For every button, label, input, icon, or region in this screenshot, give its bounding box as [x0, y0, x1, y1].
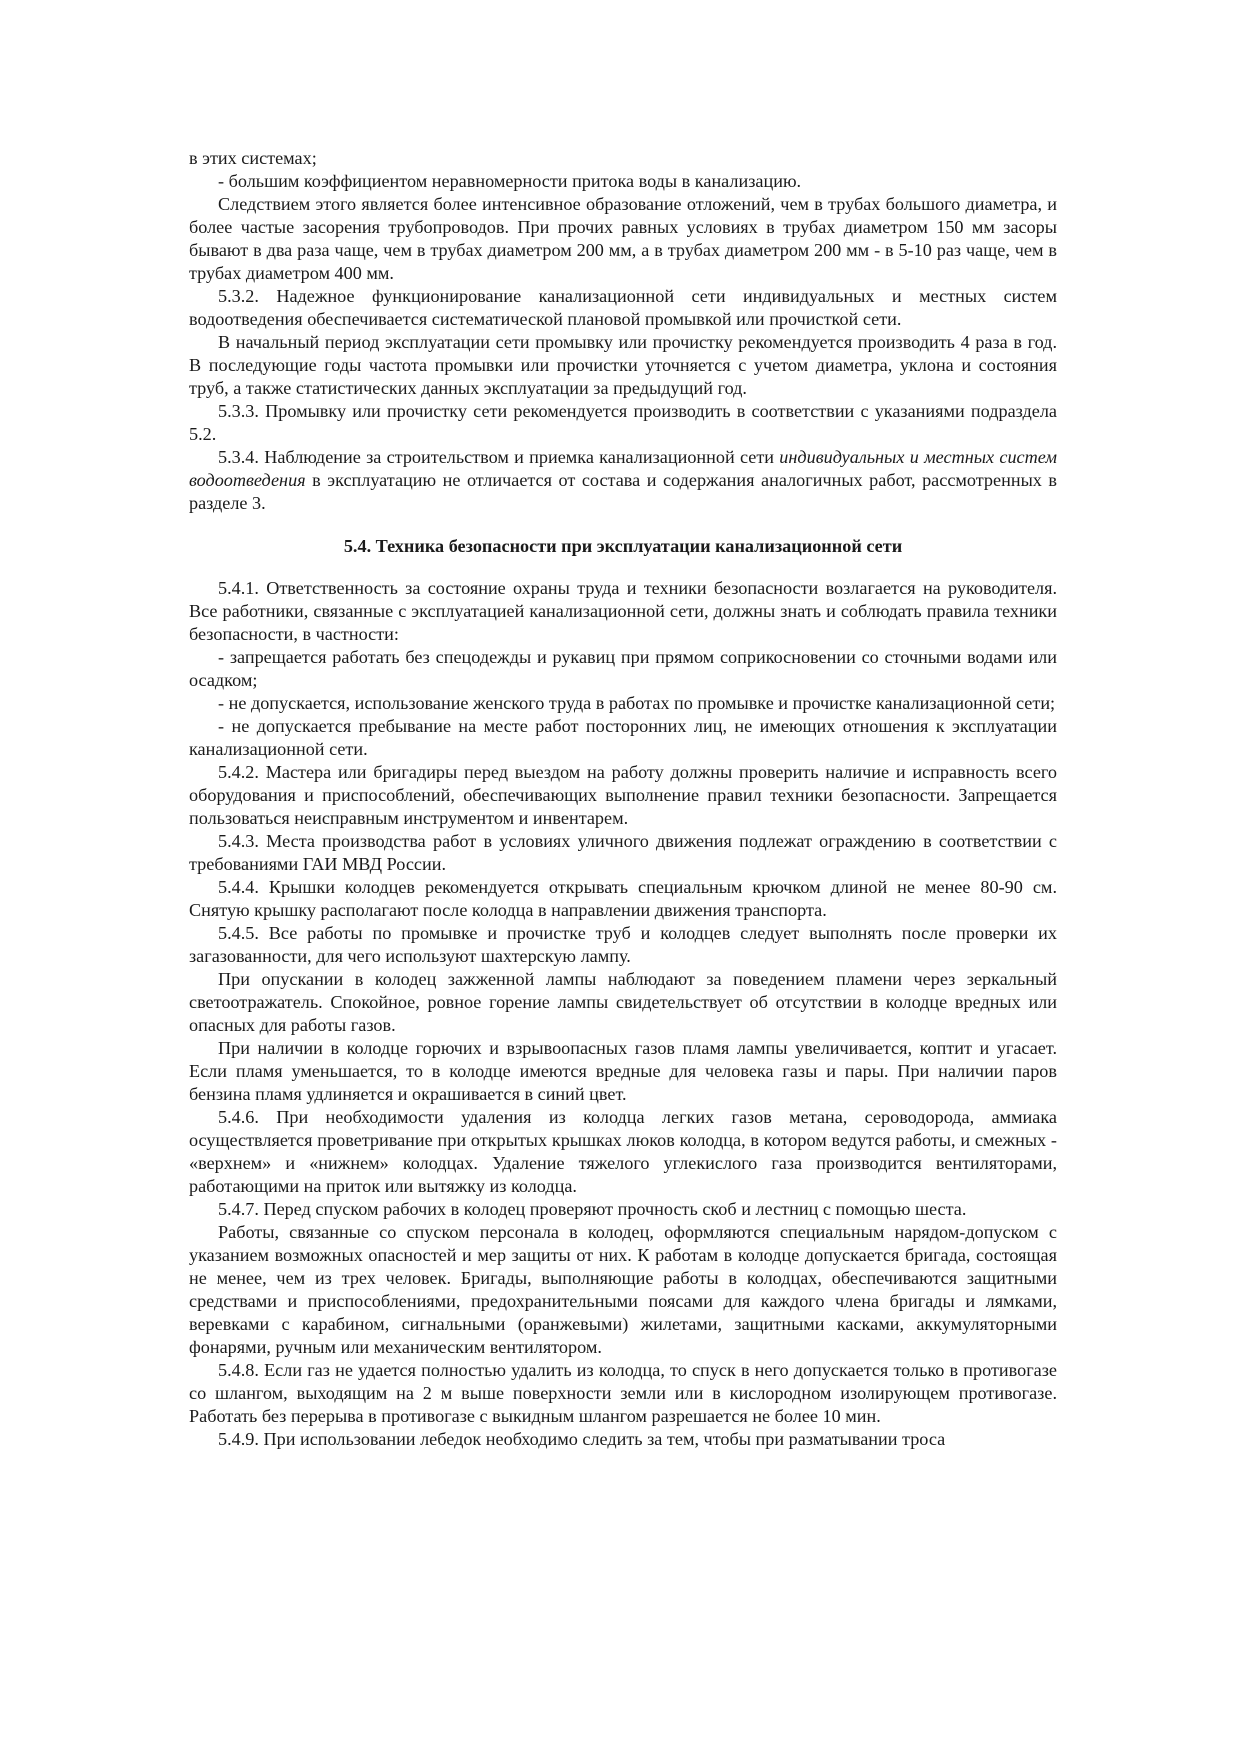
paragraph: При наличии в колодце горючих и взрывоопасных газов пламя лампы увеличивается, коптит и угасает. Если пламя уменьшается, то в колодце имеются вредные для человека газы и пары. При наличии паров бензина пламя удлиняется и окрашивается в синий цвет. — [189, 1038, 1057, 1104]
paragraph: - запрещается работать без спецодежды и рукавиц при прямом соприкосновении со сточными водами или осадком; — [189, 647, 1057, 690]
paragraph: 5.3.3. Промывку или прочистку сети рекомендуется производить в соответствии с указаниями подраздела 5.2. — [189, 401, 1057, 444]
paragraph: - не допускается пребывание на месте работ посторонних лиц, не имеющих отношения к эксплуатации канализационной сети. — [189, 716, 1057, 759]
paragraph: - большим коэффициентом неравномерности притока воды в канализацию. — [218, 171, 802, 191]
paragraph: В начальный период эксплуатации сети промывку или прочистку рекомендуется производить 4 раза в год. В последующие годы частота промывки или прочистки уточняется с учетом диаметра, уклона и состояния труб, а также статистических данных эксплуатации за предыдущий год. — [189, 332, 1057, 398]
paragraph: - не допускается, использование женского труда в работах по промывке и прочистке канализационной сети; — [218, 693, 1056, 713]
paragraph: 5.4.9. При использовании лебедок необходимо следить за тем, чтобы при разматывании троса — [218, 1429, 946, 1449]
paragraph-534 — [189, 446, 1057, 515]
paragraph: 5.4.6. При необходимости удаления из колодца легких газов метана, сероводорода, аммиака осуществляется проветривание при открытых крышках люков колодца, в котором ведутся работы, и смежных - «верхнем» и «нижнем» колодцах. Удаление тяжелого углекислого газа производится вентиляторами, работающими на приток или вытяжку из колодца. — [189, 1107, 1057, 1196]
section-heading: 5.4. Техника безопасности при эксплуатации канализационной сети — [343, 536, 903, 556]
paragraph: 5.4.3. Места производства работ в условиях уличного движения подлежат ограждению в соответствии с требованиями ГАИ МВД России. — [189, 831, 1057, 874]
paragraph-534-italic: индивидуальных и местных систем водоотведения — [189, 447, 1057, 490]
paragraph-534-end: в эксплуатацию не отличается от состава и содержания аналогичных работ, рассмотренных в разделе 3. — [189, 470, 1057, 513]
document-page — [189, 147, 1057, 1451]
paragraph: 5.4.2. Мастера или бригадиры перед выездом на работу должны проверить наличие и исправность всего оборудования и приспособлений, обеспечивающих выполнение правил техники безопасности. Запрещается пользоваться неисправным инструментом и инвентарем. — [189, 762, 1057, 828]
paragraph: 5.4.5. Все работы по промывке и прочистке труб и колодцев следует выполнять после проверки их загазованности, для чего используют шахтерскую лампу. — [189, 923, 1057, 966]
paragraph: в этих системах; — [189, 148, 317, 168]
paragraph: 5.3.2. Надежное функционирование канализационной сети индивидуальных и местных систем водоотведения обеспечивается систематической плановой промывкой или прочисткой сети. — [189, 286, 1057, 329]
paragraph: 5.4.8. Если газ не удается полностью удалить из колодца, то спуск в него допускается только в противогазе со шлангом, выходящим на 2 м выше поверхности земли или в кислородном изолирующем противогазе. Работать без перерыва в противогазе с выкидным шлангом разрешается не более 10 мин. — [189, 1360, 1057, 1426]
paragraph: 5.4.7. Перед спуском рабочих в колодец проверяют прочность скоб и лестниц с помощью шеста. — [218, 1199, 967, 1219]
paragraph-534-start: 5.3.4. Наблюдение за строительством и приемка канализационной сети — [218, 447, 780, 467]
paragraph: 5.4.4. Крышки колодцев рекомендуется открывать специальным крючком длиной не менее 80-90 см. Снятую крышку располагают после колодца в направлении движения транспорта. — [189, 877, 1057, 920]
paragraph: Работы, связанные со спуском персонала в колодец, оформляются специальным нарядом-допуском с указанием возможных опасностей и мер защиты от них. К работам в колодце допускается бригада, состоящая не менее, чем из трех человек. Бригады, выполняющие работы в колодцах, обеспечиваются защитными средствами и приспособлениями, предохранительными поясами для каждого члена бригады и лямками, веревками с карабином, сигнальными (оранжевыми) жилетами, защитными касками, аккумуляторными фонарями, ручным или механическим вентилятором. — [189, 1222, 1057, 1357]
paragraph: При опускании в колодец зажженной лампы наблюдают за поведением пламени через зеркальный светоотражатель. Спокойное, ровное горение лампы свидетельствует об отсутствии в колодце вредных или опасных для работы газов. — [189, 969, 1057, 1035]
paragraph: Следствием этого является более интенсивное образование отложений, чем в трубах большого диаметра, и более частые засорения трубопроводов. При прочих равных условиях в трубах диаметром 150 мм засоры бывают в два раза чаще, чем в трубах диаметром 200 мм, а в трубах диаметром 200 мм - в 5-10 раз чаще, чем в трубах диаметром 400 мм. — [189, 194, 1057, 283]
paragraph: 5.4.1. Ответственность за состояние охраны труда и техники безопасности возлагается на руководителя. Все работники, связанные с эксплуатацией канализационной сети, должны знать и соблюдать правила техники безопасности, в частности: — [189, 578, 1057, 644]
